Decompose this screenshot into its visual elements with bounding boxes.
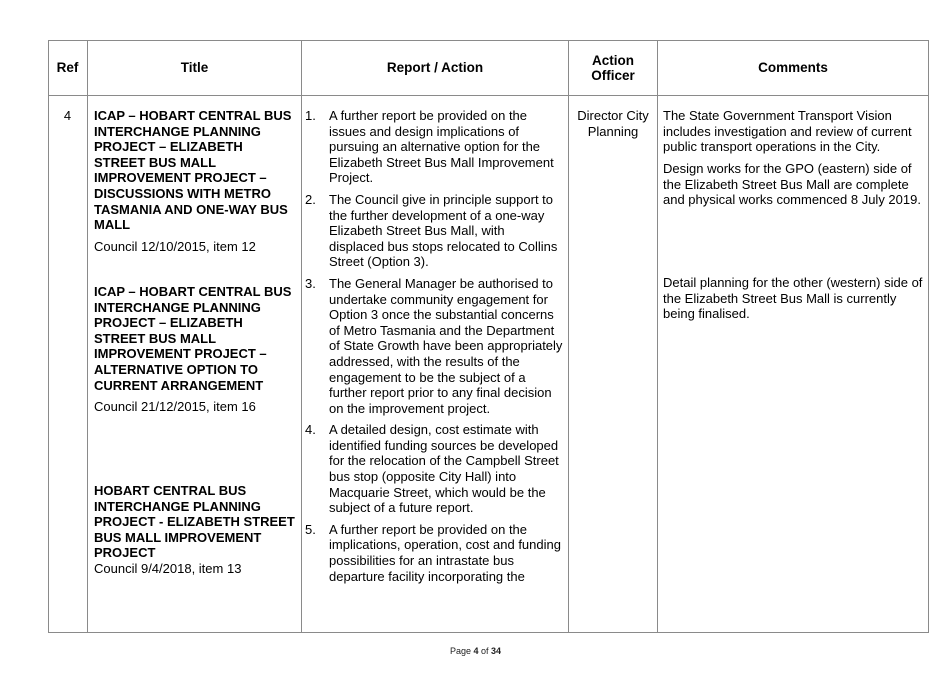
action-number: 4.: [305, 422, 316, 438]
row-ref-number: 4: [63, 108, 72, 123]
title-meeting-3: Council 9/4/2018, item 13: [94, 560, 242, 576]
page-footer: [0, 646, 951, 656]
table-header-divider: [48, 95, 929, 96]
header-action-officer: [569, 41, 657, 95]
action-officer: Director City Planning: [577, 108, 649, 139]
title-meeting-2: Council 21/12/2015, item 16: [94, 399, 256, 415]
title-heading-2: ICAP – HOBART CENTRAL BUS INTERCHANGE PLANNING PROJECT – ELIZABETH STREET BUS MALL IMPROVEMENT PROJECT – ALTERNATIVE OPTION TO CURRENT ARRANGEMENT: [94, 284, 292, 393]
action-number: 2.: [305, 191, 316, 207]
title-entry-1: [94, 108, 296, 254]
action-text: A detailed design, cost estimate with identified funding sources be developed for the relocation of the Campbell Street bus stop (opposite City Hall) into Macquarie Street, which would be the subject of a future report.: [329, 422, 559, 516]
action-item: [305, 276, 563, 416]
header-ref: Ref: [56, 60, 79, 76]
action-item: [305, 522, 563, 584]
action-number: 5.: [305, 521, 316, 537]
table-border-left: [48, 40, 49, 633]
table-border-bottom: [48, 632, 929, 633]
table-border-right: [928, 40, 929, 633]
comment-paragraph-1: The State Government Transport Vision includes investigation and review of current public transport operations in the City.: [663, 108, 912, 155]
comment-paragraph-3: Detail planning for the other (western) side of the Elizabeth Street Bus Mall is currently being finalised.: [663, 275, 923, 322]
action-text: The General Manager be authorised to undertake community engagement for Option 3 once the substantial concerns of Metro Tasmania and the Department of State Growth have been appropriately addressed, with the results of the engagement to be the subject of a further report prior to any final decision on the improvement project.: [329, 275, 563, 416]
column-divider-title: [301, 40, 302, 633]
comment-paragraph-2: Design works for the GPO (eastern) side of the Elizabeth Street Bus Mall are complete and physical works commenced 8 July 2019.: [663, 161, 921, 208]
action-text: A further report be provided on the issues and design implications of pursuing an alternative option for the Elizabeth Street Bus Mall Improvement Project.: [329, 108, 554, 186]
header-report-action: Report / Action: [386, 60, 484, 76]
footer-page-word: Page: [449, 646, 471, 656]
action-item: [305, 422, 563, 516]
action-item: [305, 192, 563, 270]
footer-page-total: 34: [491, 646, 502, 656]
footer-page-number: 4: [473, 646, 479, 656]
report-action-list: [305, 108, 563, 590]
column-divider-officer: [657, 40, 658, 633]
action-item: [305, 108, 563, 186]
action-text: The Council give in principle support to the further development of a one-way Elizabeth Street Bus Mall, with displaced bus stops relocated to Collins Street (Option 3).: [329, 191, 558, 270]
footer-of-word: of: [481, 646, 489, 656]
action-number: 1.: [305, 108, 316, 123]
header-officer-line2: Officer: [591, 68, 635, 83]
title-entry-2: [94, 284, 296, 415]
header-comments: Comments: [758, 60, 828, 76]
title-heading-1: ICAP – HOBART CENTRAL BUS INTERCHANGE PLANNING PROJECT – ELIZABETH STREET BUS MALL IMPROVEMENT PROJECT – DISCUSSIONS WITH METRO TASMANIA AND ONE-WAY BUS MALL: [94, 108, 292, 233]
title-heading-3: HOBART CENTRAL BUS INTERCHANGE PLANNING PROJECT - ELIZABETH STREET BUS MALL IMPROVEMENT PROJECT: [94, 483, 295, 561]
title-entry-3: [94, 483, 296, 577]
header-title: Title: [180, 60, 209, 76]
action-number: 3.: [305, 275, 316, 291]
action-text: A further report be provided on the implications, operation, cost and funding possibilities for an intrastate bus departure facility incorporating the: [329, 521, 561, 584]
title-meeting-1: Council 12/10/2015, item 12: [94, 238, 256, 254]
column-divider-ref: [87, 40, 88, 633]
header-officer-line1: Action: [591, 52, 634, 68]
column-divider-report: [568, 40, 569, 633]
